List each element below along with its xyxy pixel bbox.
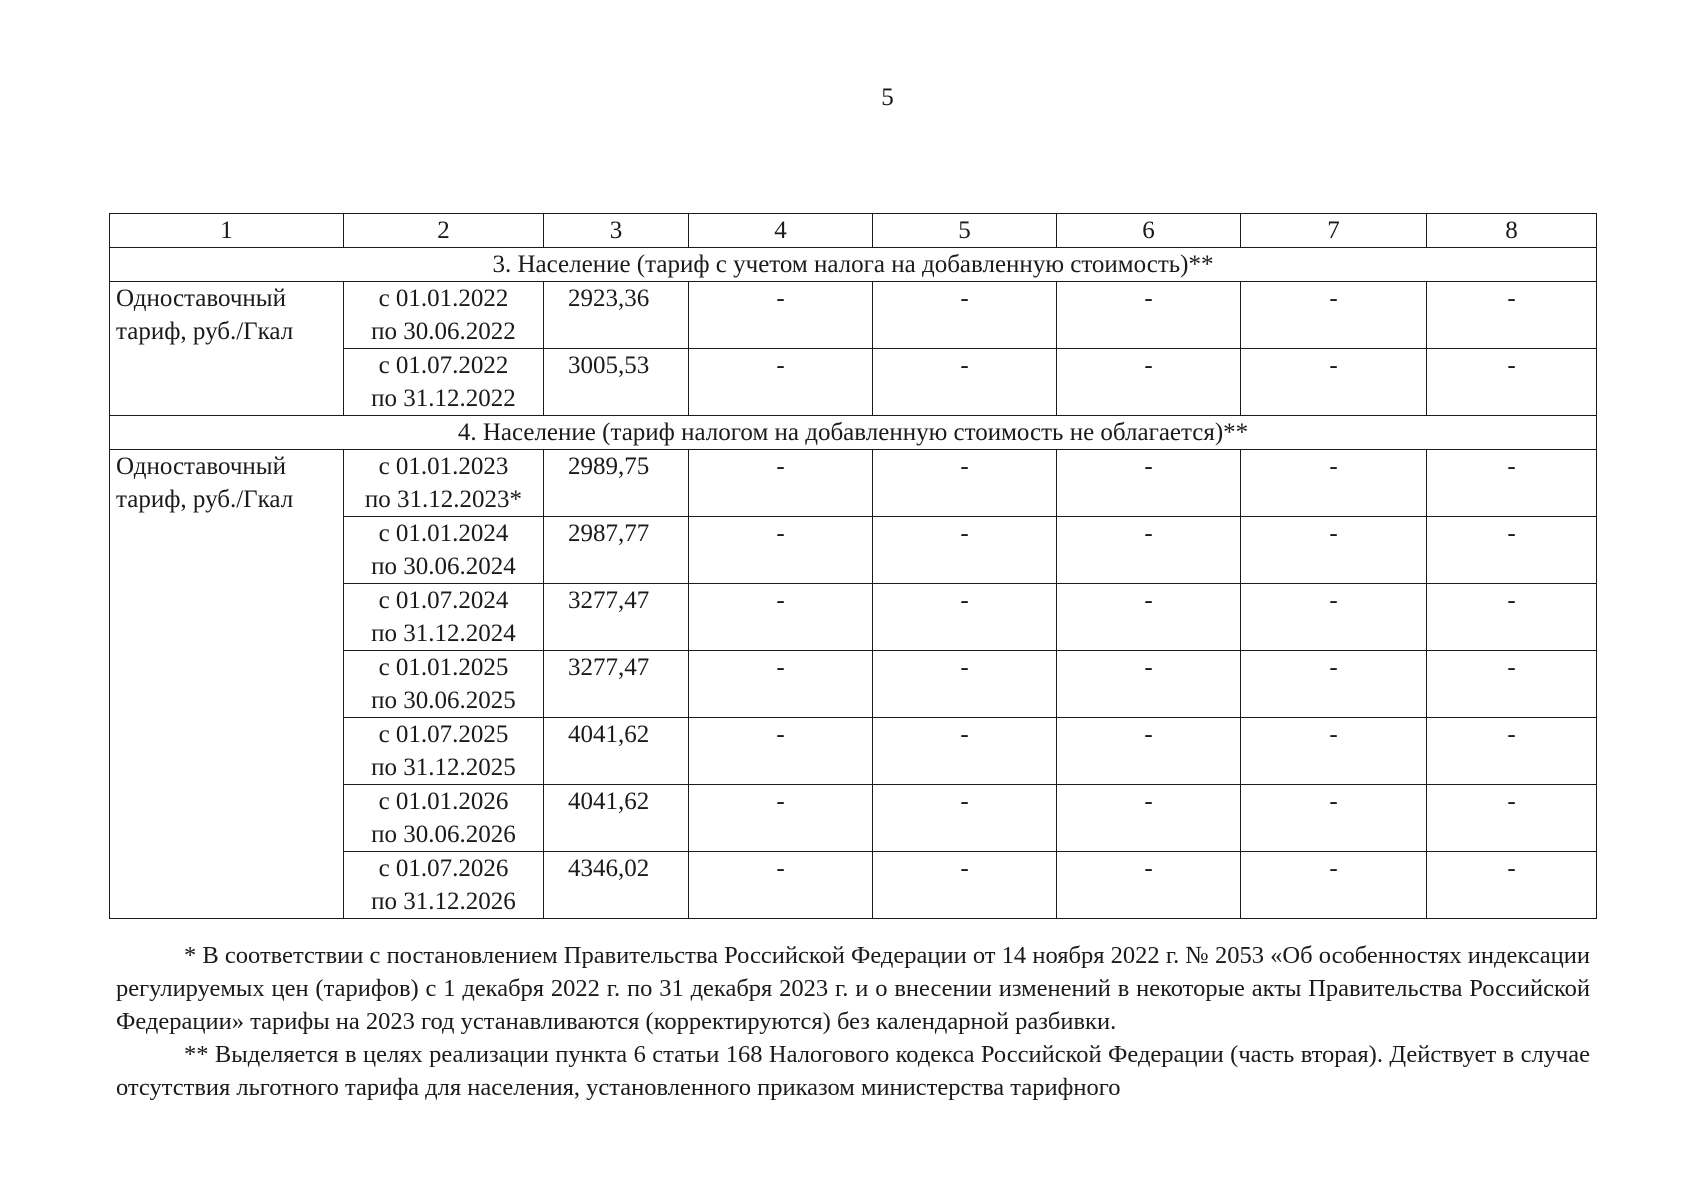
column-number: 4 [689,214,873,248]
tariff-name-cell [110,450,344,919]
period-from: с 01.01.2024 [378,520,509,547]
period-cell [344,450,544,517]
period-from: с 01.01.2025 [378,654,509,681]
empty-value: - [1057,282,1241,349]
period-from: с 01.07.2022 [378,352,509,379]
period-cell [344,785,544,852]
section-title: 4. Население (тариф налогом на добавленную стоимость не облагается)** [110,416,1597,450]
empty-value: - [1057,584,1241,651]
column-number: 1 [110,214,344,248]
empty-value: - [689,718,873,785]
empty-value: - [873,852,1057,919]
empty-value: - [1427,852,1597,919]
empty-value: - [1427,718,1597,785]
empty-value: - [873,450,1057,517]
empty-value: - [873,785,1057,852]
empty-value: - [1241,785,1427,852]
period-to: по 31.12.2026 [371,888,516,915]
empty-value: - [689,349,873,416]
period-from: с 01.07.2024 [378,587,509,614]
period-cell [344,349,544,416]
empty-value: - [1427,282,1597,349]
footnote-double-asterisk: ** Выделяется в целях реализации пункта 6 статьи 168 Налогового кодекса Российской Федерации (часть вторая). Действует в случае отсутствия льготного тарифа для населения, установленного приказом министерства тарифного [116,1041,1590,1101]
empty-value: - [1241,584,1427,651]
period-cell [344,718,544,785]
tariff-value: 4346,02 [544,852,689,919]
empty-value: - [1241,282,1427,349]
column-number: 6 [1057,214,1241,248]
tariff-value: 2987,77 [544,517,689,584]
empty-value: - [873,282,1057,349]
empty-value: - [1057,450,1241,517]
empty-value: - [689,584,873,651]
table-row [110,282,1597,349]
empty-value: - [1427,785,1597,852]
period-to: по 31.12.2022 [371,385,516,412]
empty-value: - [689,785,873,852]
empty-value: - [689,651,873,718]
tariff-table [109,213,1597,919]
tariff-name-line: Одноставочный [116,453,286,480]
footnote-single-asterisk: * В соответствии с постановлением Правительства Российской Федерации от 14 ноября 2022 г. № 2053 «Об особенностях индексации регулируемых цен (тарифов) с 1 декабря 2022 г. по 31 декабря 2023 г. и о внесении изменений в некоторые акты Правительства Российской Федерации» тарифы на 2023 год устанавливаются (корректируются) без календарной разбивки. [116,942,1590,1035]
tariff-name-line: тариф, руб./Гкал [116,486,294,513]
tariff-value: 3277,47 [544,584,689,651]
empty-value: - [1057,785,1241,852]
empty-value: - [1057,852,1241,919]
period-cell [344,651,544,718]
column-number: 2 [344,214,544,248]
empty-value: - [1057,718,1241,785]
empty-value: - [1057,517,1241,584]
period-cell [344,282,544,349]
empty-value: - [873,651,1057,718]
empty-value: - [1241,852,1427,919]
tariff-value: 2989,75 [544,450,689,517]
section-title: 3. Население (тариф с учетом налога на добавленную стоимость)** [110,248,1597,282]
period-from: с 01.01.2026 [378,788,509,815]
empty-value: - [873,718,1057,785]
section-title-row [110,248,1597,282]
empty-value: - [1241,349,1427,416]
empty-value: - [873,517,1057,584]
tariff-value: 4041,62 [544,718,689,785]
period-cell [344,584,544,651]
empty-value: - [1057,651,1241,718]
period-to: по 30.06.2024 [371,553,516,580]
period-cell [344,852,544,919]
tariff-name-line: тариф, руб./Гкал [116,318,294,345]
empty-value: - [1241,517,1427,584]
tariff-value: 3277,47 [544,651,689,718]
empty-value: - [689,450,873,517]
empty-value: - [873,349,1057,416]
column-number: 5 [873,214,1057,248]
empty-value: - [1241,450,1427,517]
empty-value: - [1427,450,1597,517]
period-to: по 31.12.2023* [364,486,523,513]
period-to: по 30.06.2025 [371,687,516,714]
empty-value: - [1427,349,1597,416]
table-row [110,450,1597,517]
tariff-value: 3005,53 [544,349,689,416]
empty-value: - [1241,718,1427,785]
footnotes [116,939,1590,1104]
section-title-row [110,416,1597,450]
empty-value: - [1427,651,1597,718]
period-to: по 31.12.2024 [371,620,516,647]
period-cell [344,517,544,584]
period-from: с 01.01.2022 [378,285,509,312]
empty-value: - [1427,584,1597,651]
empty-value: - [873,584,1057,651]
column-number: 3 [544,214,689,248]
period-to: по 30.06.2022 [371,318,516,345]
period-to: по 30.06.2026 [371,821,516,848]
empty-value: - [1057,349,1241,416]
period-from: с 01.01.2023 [378,453,509,480]
column-number-row [110,214,1597,248]
empty-value: - [1427,517,1597,584]
empty-value: - [689,517,873,584]
tariff-value: 4041,62 [544,785,689,852]
page-number: 5 [881,84,894,111]
tariff-value: 2923,36 [544,282,689,349]
tariff-name-cell [110,282,344,416]
tariff-name-line: Одноставочный [116,285,286,312]
empty-value: - [1241,651,1427,718]
column-number: 8 [1427,214,1597,248]
column-number: 7 [1241,214,1427,248]
period-from: с 01.07.2025 [378,721,509,748]
empty-value: - [689,852,873,919]
period-from: с 01.07.2026 [378,855,509,882]
period-to: по 31.12.2025 [371,754,516,781]
empty-value: - [689,282,873,349]
